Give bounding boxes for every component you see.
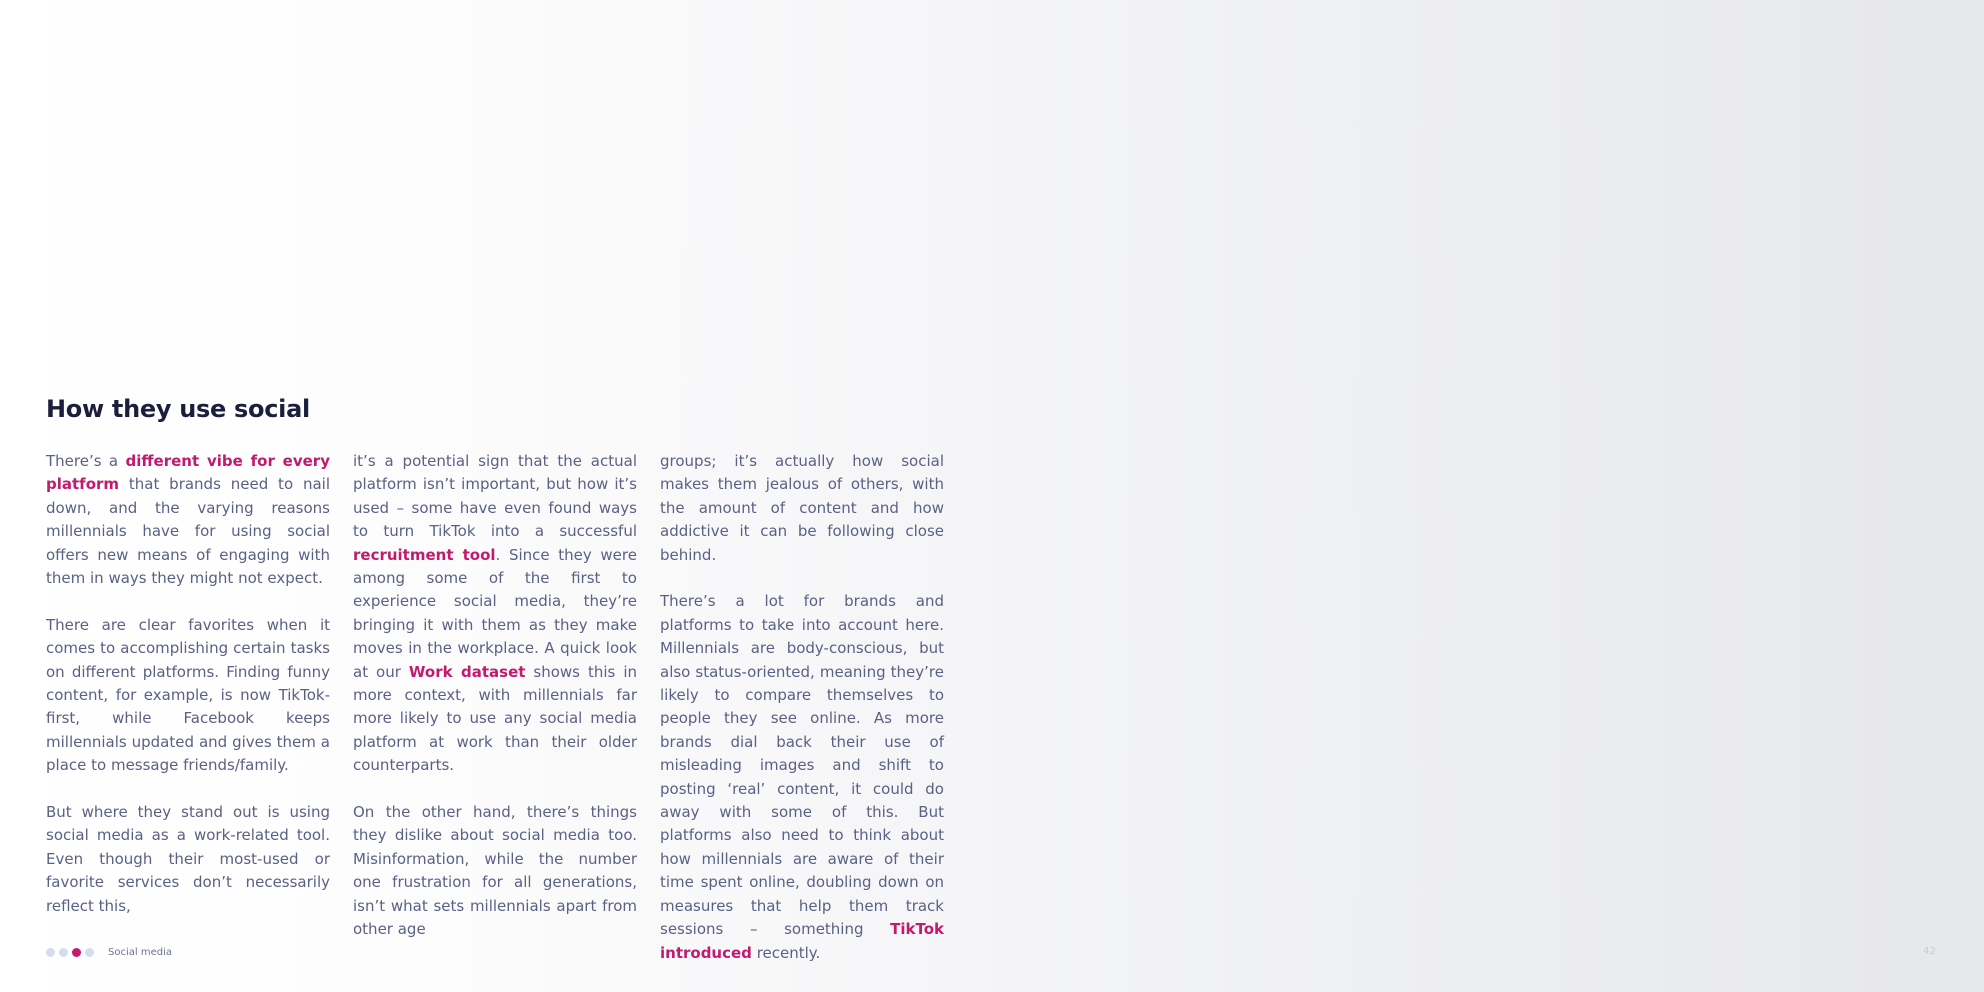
- body-text: that brands need to nail down, and the varying reasons millennials have for using social offers new means of engaging with them in ways they might not expect.: [46, 475, 330, 588]
- body-text: . Since they were among some of the first to experience social media, they’re bringing it with them as they make moves in the workplace. A quick look at our: [353, 545, 637, 681]
- body-paragraph: [46, 450, 330, 590]
- page-indicator-dot[interactable]: [46, 948, 55, 957]
- highlight-link[interactable]: different vibe for every platform: [46, 452, 330, 494]
- body-paragraph: [353, 801, 637, 941]
- highlight-link[interactable]: Work dataset: [408, 662, 526, 681]
- footer-section-label: Social media: [108, 947, 172, 958]
- text-column-2: [353, 450, 637, 965]
- body-text: There are clear favorites when it comes to accomplishing certain tasks on different platforms. Finding funny content, for example, is now TikTok-first, while Facebook keeps millennials updated and gives them a place to message friends/family.: [46, 615, 330, 775]
- text-column-3: [660, 450, 944, 988]
- body-paragraph: [46, 801, 330, 918]
- body-paragraph: [660, 450, 944, 567]
- text-column-1: [46, 450, 330, 941]
- body-text: it’s a potential sign that the actual platform isn’t important, but how it’s used – some have even found ways to turn TikTok into a successful: [353, 452, 637, 541]
- body-text: But where they stand out is using social media as a work-related tool. Even though their most-used or favorite services don’t necessarily reflect this,: [46, 803, 330, 915]
- page-indicator-dot[interactable]: [85, 948, 94, 957]
- highlight-link[interactable]: recruitment tool: [353, 545, 496, 564]
- section-title: How they use social: [46, 395, 310, 423]
- body-text: shows this in more context, with millennials far more likely to use any social media platform at work than their older counterparts.: [353, 662, 637, 775]
- body-paragraph: [660, 590, 944, 965]
- body-paragraph: [46, 614, 330, 778]
- body-paragraph: [353, 450, 637, 778]
- page-indicator-dot[interactable]: [72, 948, 81, 957]
- page-indicator-dot[interactable]: [59, 948, 68, 957]
- body-text: There’s a: [46, 452, 126, 470]
- body-text: On the other hand, there’s things they dislike about social media too. Misinformation, while the number one frustration for all generations, isn’t what sets millennials apart from other age: [353, 803, 637, 939]
- page-number: 42: [1923, 946, 1936, 957]
- highlight-link[interactable]: TikTok introduced: [660, 920, 944, 962]
- body-text: recently.: [751, 943, 821, 962]
- footer-nav: [46, 947, 172, 958]
- body-text: There’s a lot for brands and platforms to take into account here. Millennials are body-conscious, but also status-oriented, meaning they’re likely to compare themselves to people they see online. As more brands dial back their use of misleading images and shift to posting ‘real’ content, it could do away with some of this. But platforms also need to think about how millennials are aware of their time spent online, doubling down on measures that help them track sessions – something: [660, 592, 944, 939]
- body-text: groups; it’s actually how social makes them jealous of others, with the amount of content and how addictive it can be following close behind.: [660, 452, 944, 564]
